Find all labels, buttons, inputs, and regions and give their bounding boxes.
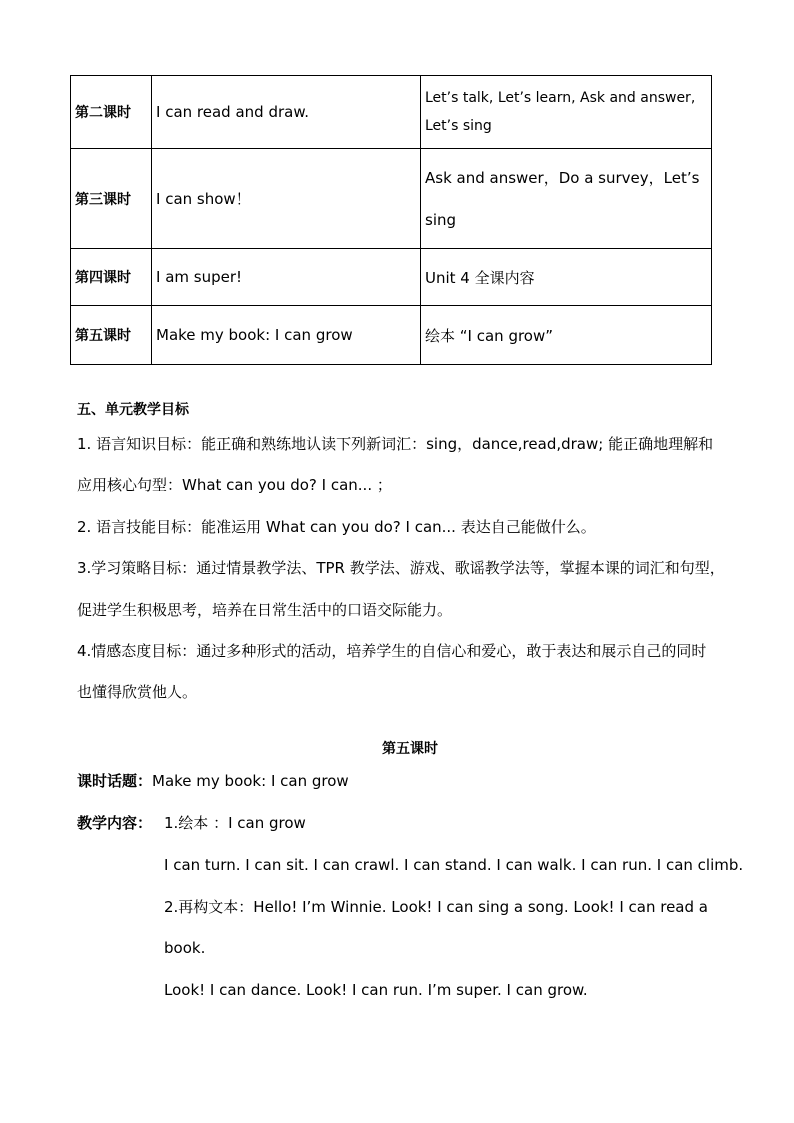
topic-cell: I can read and draw. bbox=[152, 76, 421, 149]
paragraph-line: 促进学生积极思考，培养在日常生活中的口语交际能力。 bbox=[77, 601, 453, 619]
content-line: Let’s talk, Let’s learn, Ask and answer, bbox=[425, 90, 696, 106]
section-heading: 五、单元教学目标 bbox=[77, 402, 189, 418]
paragraph-line: 4.情感态度目标：通过多种形式的活动，培养学生的自信心和爱心，敢于表达和展示自己的同时 bbox=[77, 642, 707, 660]
content-line: 2.再构文本：Hello! I’m Winnie. Look! I can sing a song. Look! I can read a bbox=[164, 898, 708, 916]
content-line: Ask and answer，Do a survey，Let’s bbox=[425, 168, 700, 187]
content-line: I can turn. I can sit. I can crawl. I can stand. I can walk. I can run. I can climb. bbox=[164, 856, 744, 874]
period-cell: 第三课时 bbox=[71, 149, 152, 249]
topic-line bbox=[77, 771, 349, 791]
table-row bbox=[71, 249, 712, 306]
paragraph-line: 2. 语言技能目标：能准运用 What can you do? I can... 表达自己能做什么。 bbox=[77, 518, 596, 536]
period-cell: 第二课时 bbox=[71, 76, 152, 149]
topic-cell: I can show！ bbox=[152, 149, 421, 249]
content-line: book. bbox=[164, 939, 206, 957]
topic-cell: Make my book: I can grow bbox=[152, 306, 421, 365]
lesson-schedule-table bbox=[70, 75, 712, 365]
topic-value: Make my book: I can grow bbox=[152, 772, 349, 790]
content-line: sing bbox=[425, 210, 457, 229]
content-cell: 绘本 “I can grow” bbox=[421, 306, 712, 365]
table-row bbox=[71, 306, 712, 365]
paragraph-line: 应用核心句型：What can you do? I can... ； bbox=[77, 476, 392, 494]
content-cell: Unit 4 全课内容 bbox=[421, 249, 712, 306]
content-cell bbox=[421, 76, 712, 149]
table-row bbox=[71, 76, 712, 149]
content-cell bbox=[421, 149, 712, 249]
topic-label: 课时话题： bbox=[77, 772, 153, 790]
paragraph-line: 3.学习策略目标：通过情景教学法、TPR 教学法、游戏、歌谣教学法等，掌握本课的词汇和句型， bbox=[77, 559, 725, 577]
content-line: Look! I can dance. Look! I can run. I’m super. I can grow. bbox=[164, 981, 588, 999]
topic-cell: I am super! bbox=[152, 249, 421, 306]
paragraph-line: 1. 语言知识目标：能正确和熟练地认读下列新词汇：sing，dance,read,draw; 能正确地理解和 bbox=[77, 435, 714, 453]
content-line: Let’s sing bbox=[425, 118, 492, 134]
lesson-title: 第五课时 bbox=[382, 741, 438, 757]
period-cell: 第四课时 bbox=[71, 249, 152, 306]
period-cell: 第五课时 bbox=[71, 306, 152, 365]
table-row bbox=[71, 149, 712, 249]
content-line: 1.绘本 ：I can grow bbox=[164, 814, 306, 832]
content-label: 教学内容： bbox=[77, 814, 153, 832]
paragraph-line: 也懂得欣赏他人。 bbox=[77, 683, 198, 701]
